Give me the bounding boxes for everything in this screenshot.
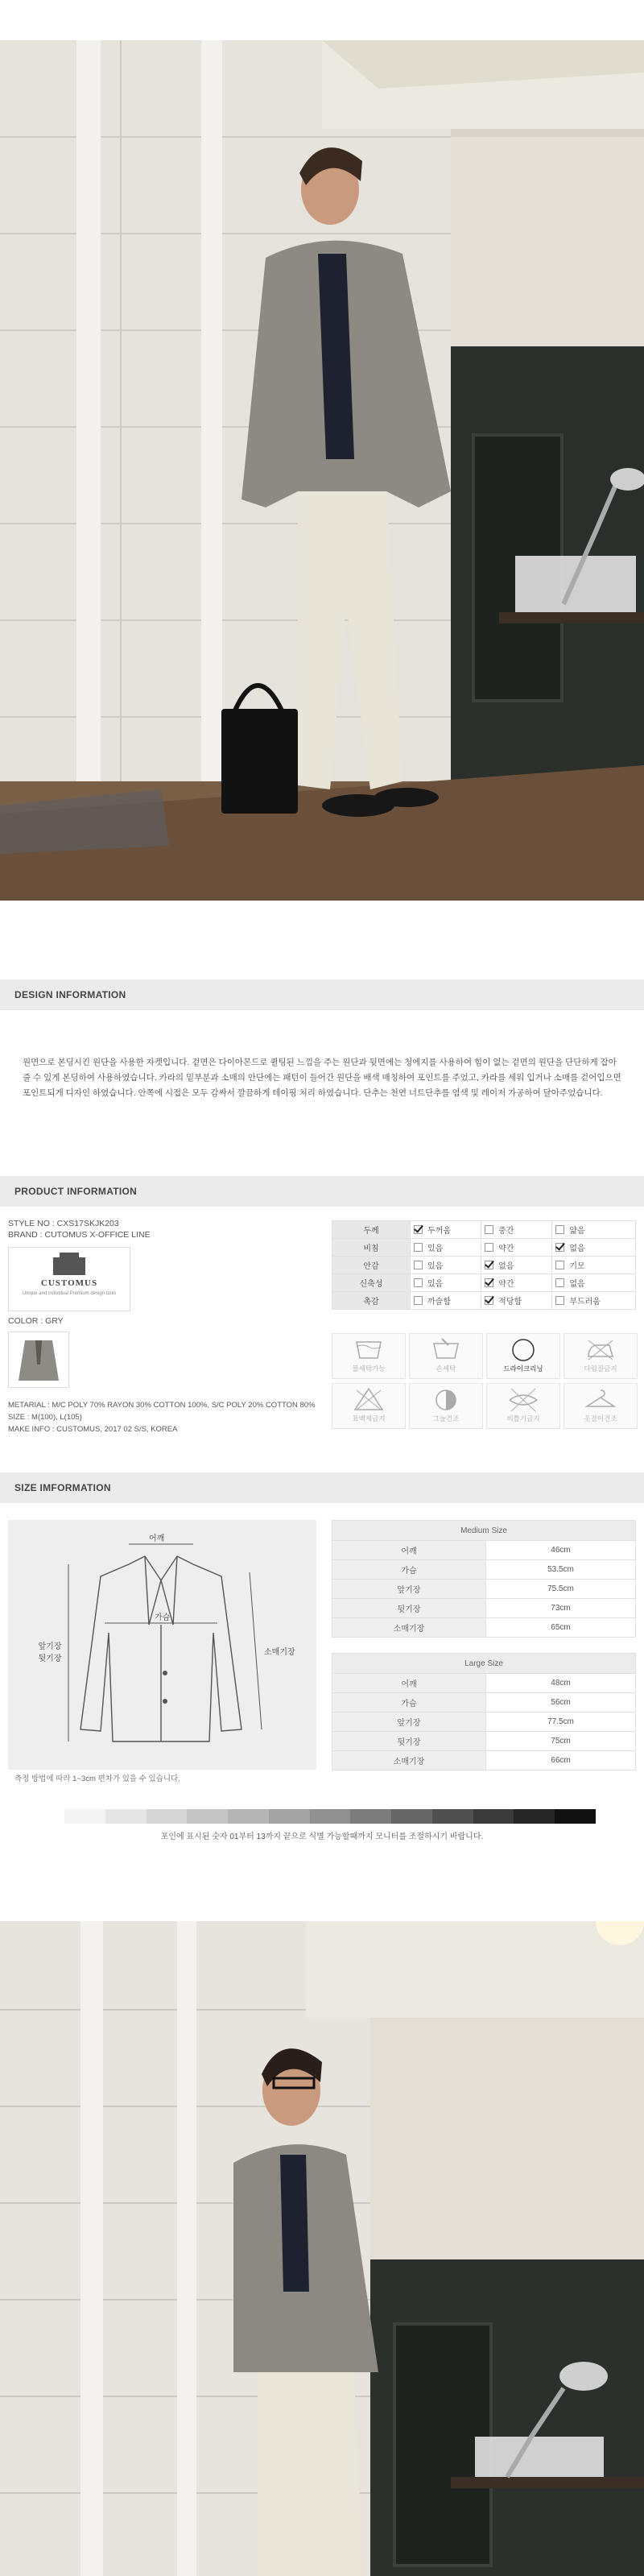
gray-swatch bbox=[350, 1809, 391, 1824]
attr-option bbox=[552, 1292, 636, 1310]
attr-option bbox=[552, 1257, 636, 1274]
style-no: STYLE NO : CXS17SKJK203 bbox=[8, 1219, 119, 1228]
brand: BRAND : CUTOMUS X-OFFICE LINE bbox=[8, 1230, 151, 1240]
gray-swatch bbox=[473, 1809, 514, 1824]
size-key: 뒷기장 bbox=[332, 1732, 486, 1751]
no-wring-icon bbox=[487, 1384, 559, 1413]
gray-swatch bbox=[187, 1809, 228, 1824]
care-label: 다림질금지 bbox=[584, 1365, 617, 1373]
logo-sub: Unique and individual Premium design tools bbox=[22, 1291, 117, 1296]
attr-option bbox=[411, 1257, 481, 1274]
washing-icon bbox=[332, 1334, 405, 1363]
gray-swatch bbox=[269, 1809, 310, 1824]
bottom-photo bbox=[0, 1921, 644, 2576]
size-table-large bbox=[332, 1653, 636, 1770]
size-value: 48cm bbox=[486, 1674, 636, 1693]
sizes: SIZE : M(100), L(105) bbox=[8, 1413, 82, 1422]
color-swatch bbox=[8, 1331, 69, 1388]
care-label: 드라이크리닝 bbox=[503, 1365, 543, 1373]
shade-dry-icon bbox=[410, 1384, 482, 1413]
care-label: 옷걸이건조 bbox=[584, 1414, 617, 1423]
care-item bbox=[486, 1383, 560, 1429]
hero-photo bbox=[0, 40, 644, 901]
size-info-title: SIZE IMFORMATION bbox=[14, 1482, 111, 1493]
size-value: 46cm bbox=[486, 1541, 636, 1560]
attr-option bbox=[481, 1239, 552, 1257]
table-row bbox=[332, 1693, 636, 1713]
gray-scale-strip bbox=[64, 1809, 596, 1824]
attr-option bbox=[411, 1274, 481, 1292]
care-item bbox=[486, 1333, 560, 1379]
size-key: 소매기장 bbox=[332, 1618, 486, 1638]
checkbox-icon bbox=[555, 1261, 564, 1269]
design-info-bar bbox=[0, 979, 644, 1010]
table-row bbox=[332, 1713, 636, 1732]
care-item bbox=[564, 1383, 638, 1429]
hand-wash-icon bbox=[410, 1334, 482, 1363]
attribute-table bbox=[332, 1220, 636, 1310]
size-key: 소매기장 bbox=[332, 1751, 486, 1770]
size-table-title: Large Size bbox=[332, 1654, 636, 1674]
attr-option-label: 기모 bbox=[569, 1262, 585, 1271]
checkbox-icon bbox=[414, 1278, 423, 1287]
attr-row bbox=[332, 1257, 636, 1274]
gray-swatch bbox=[432, 1809, 473, 1824]
attr-option-label: 얇음 bbox=[569, 1227, 585, 1236]
checkbox-icon bbox=[485, 1278, 493, 1287]
attr-row bbox=[332, 1239, 636, 1257]
checkbox-icon bbox=[485, 1225, 493, 1234]
dry-clean-icon bbox=[487, 1334, 559, 1363]
product-info-title: PRODUCT INFORMATION bbox=[14, 1186, 138, 1197]
attr-option-label: 없음 bbox=[498, 1262, 514, 1271]
size-key: 가슴 bbox=[332, 1693, 486, 1713]
diagram-length-label: 앞기장 뒷기장 bbox=[38, 1642, 62, 1663]
checkbox-icon bbox=[555, 1243, 564, 1252]
checkbox-icon bbox=[414, 1225, 423, 1234]
care-item bbox=[409, 1383, 483, 1429]
attr-option bbox=[411, 1239, 481, 1257]
attr-label: 비침 bbox=[332, 1239, 411, 1257]
size-value: 75cm bbox=[486, 1732, 636, 1751]
size-value: 73cm bbox=[486, 1599, 636, 1618]
attr-option-label: 적당함 bbox=[498, 1298, 522, 1307]
gray-swatch bbox=[64, 1809, 105, 1824]
attr-option-label: 까슬함 bbox=[427, 1298, 451, 1307]
checkbox-icon bbox=[414, 1261, 423, 1269]
gray-swatch bbox=[147, 1809, 188, 1824]
attr-option bbox=[481, 1292, 552, 1310]
size-value: 56cm bbox=[486, 1693, 636, 1713]
table-row bbox=[332, 1580, 636, 1599]
attr-label: 두께 bbox=[332, 1221, 411, 1239]
attr-label: 안감 bbox=[332, 1257, 411, 1274]
care-item bbox=[332, 1383, 406, 1429]
attr-option bbox=[411, 1292, 481, 1310]
care-label: 비틀기금지 bbox=[506, 1414, 540, 1423]
design-description: 원면으로 본딩시킨 원단을 사용한 자켓입니다. 겉면은 다이아몬드로 퀼팅된 느낌을 주는 원단과 뒷면에는 청에지를 사용하여 힘이 없는 겉면의 원단을 단단하게 잡아줄 수 있게 본딩하여 사용하였습니다. 카라의 밑부분과 소매의 안단에는 패턴이 들어간 원단을 배색 매칭하여 포인트를 주었고, 카라를 세워 입거나 소매를 걷어입으면 포인트되게 디자인 하였습니다. 안쪽에 시접은 모두 감싸서 깔끔하게 테이핑 처리 하였습니다. 단추는 천연 너트단추를 염색 및 레이저 가공하여 달아주었습니다. bbox=[23, 1058, 621, 1098]
attr-option-label: 부드러움 bbox=[569, 1298, 601, 1307]
attr-option bbox=[481, 1221, 552, 1239]
attr-option-label: 약간 bbox=[498, 1245, 514, 1253]
material: METARIAL : M/C POLY 70% RAYON 30% COTTON 100%, S/C POLY 20% COTTON 80% bbox=[8, 1401, 316, 1410]
size-value: 75.5cm bbox=[486, 1580, 636, 1599]
measure-note: 측정 방법에 따라 1~3cm 편차가 있을 수 있습니다. bbox=[14, 1775, 180, 1783]
table-row bbox=[332, 1541, 636, 1560]
brand-logo bbox=[8, 1247, 130, 1311]
checkbox-icon bbox=[555, 1296, 564, 1305]
design-info-title: DESIGN INFORMATION bbox=[14, 989, 126, 1000]
table-row bbox=[332, 1560, 636, 1580]
checkbox-icon bbox=[414, 1243, 423, 1252]
checkbox-icon bbox=[555, 1225, 564, 1234]
attr-option-label: 없음 bbox=[569, 1280, 585, 1289]
attr-option-label: 중간 bbox=[498, 1227, 514, 1236]
make-info: MAKE INFO : CUSTOMUS, 2017 02 S/S, KOREA bbox=[8, 1425, 178, 1434]
attr-option bbox=[481, 1274, 552, 1292]
attr-option bbox=[481, 1257, 552, 1274]
attr-option bbox=[411, 1221, 481, 1239]
product-info-bar bbox=[0, 1176, 644, 1207]
attr-label: 신축성 bbox=[332, 1274, 411, 1292]
attr-row bbox=[332, 1292, 636, 1310]
size-key: 뒷기장 bbox=[332, 1599, 486, 1618]
size-key: 어깨 bbox=[332, 1541, 486, 1560]
size-key: 앞기장 bbox=[332, 1580, 486, 1599]
gray-swatch bbox=[514, 1809, 555, 1824]
monitor-note: 포인에 표시된 숫자 01부터 13까지 끝으로 식별 가능할때까지 모니터를 조절하시기 바랍니다. bbox=[160, 1833, 484, 1841]
size-key: 앞기장 bbox=[332, 1713, 486, 1732]
size-table-title: Medium Size bbox=[332, 1521, 636, 1541]
diagram-shoulder-label: 어깨 bbox=[149, 1534, 165, 1543]
attr-option-label: 약간 bbox=[498, 1280, 514, 1289]
checkbox-icon bbox=[485, 1296, 493, 1305]
attr-row bbox=[332, 1221, 636, 1239]
care-item bbox=[332, 1333, 406, 1379]
gray-swatch bbox=[391, 1809, 432, 1824]
hanger-icon bbox=[564, 1384, 637, 1413]
attr-label: 촉감 bbox=[332, 1292, 411, 1310]
attr-option bbox=[552, 1239, 636, 1257]
size-value: 66cm bbox=[486, 1751, 636, 1770]
gray-swatch bbox=[310, 1809, 351, 1824]
attr-option-label: 없음 bbox=[569, 1245, 585, 1253]
checkbox-icon bbox=[485, 1243, 493, 1252]
checkbox-icon bbox=[414, 1296, 423, 1305]
table-row bbox=[332, 1674, 636, 1693]
gray-swatch bbox=[555, 1809, 596, 1824]
attr-option bbox=[552, 1221, 636, 1239]
diagram-chest-label: 가슴 bbox=[155, 1613, 171, 1622]
size-key: 어깨 bbox=[332, 1674, 486, 1693]
gray-swatch bbox=[228, 1809, 269, 1824]
care-label: 표백제금지 bbox=[352, 1414, 386, 1423]
attr-option bbox=[552, 1274, 636, 1292]
size-table-medium bbox=[332, 1520, 636, 1638]
checkbox-icon bbox=[485, 1261, 493, 1269]
table-row bbox=[332, 1599, 636, 1618]
gray-swatch bbox=[105, 1809, 147, 1824]
size-value: 65cm bbox=[486, 1618, 636, 1638]
logo-text: CUSTOMUS bbox=[40, 1278, 98, 1288]
care-item bbox=[564, 1333, 638, 1379]
size-info-bar bbox=[0, 1472, 644, 1503]
diagram-sleeve-label: 소매기장 bbox=[264, 1648, 295, 1657]
size-value: 53.5cm bbox=[486, 1560, 636, 1580]
table-row bbox=[332, 1751, 636, 1770]
attr-row bbox=[332, 1274, 636, 1292]
table-row bbox=[332, 1732, 636, 1751]
size-value: 77.5cm bbox=[486, 1713, 636, 1732]
attr-option-label: 있음 bbox=[427, 1262, 444, 1271]
color-label: COLOR : GRY bbox=[8, 1316, 64, 1326]
checkbox-icon bbox=[555, 1278, 564, 1287]
care-item bbox=[409, 1333, 483, 1379]
attr-option-label: 두꺼움 bbox=[427, 1227, 451, 1236]
size-diagram bbox=[8, 1520, 316, 1770]
care-label: 손세탁 bbox=[436, 1365, 456, 1373]
no-bleach-icon bbox=[332, 1384, 405, 1413]
size-key: 가슴 bbox=[332, 1560, 486, 1580]
attr-option-label: 있음 bbox=[427, 1280, 444, 1289]
care-label: 물세탁가능 bbox=[352, 1365, 386, 1373]
care-label: 그늘건조 bbox=[432, 1414, 460, 1423]
table-row bbox=[332, 1618, 636, 1638]
attr-option-label: 있음 bbox=[427, 1245, 444, 1253]
no-iron-icon bbox=[564, 1334, 637, 1363]
